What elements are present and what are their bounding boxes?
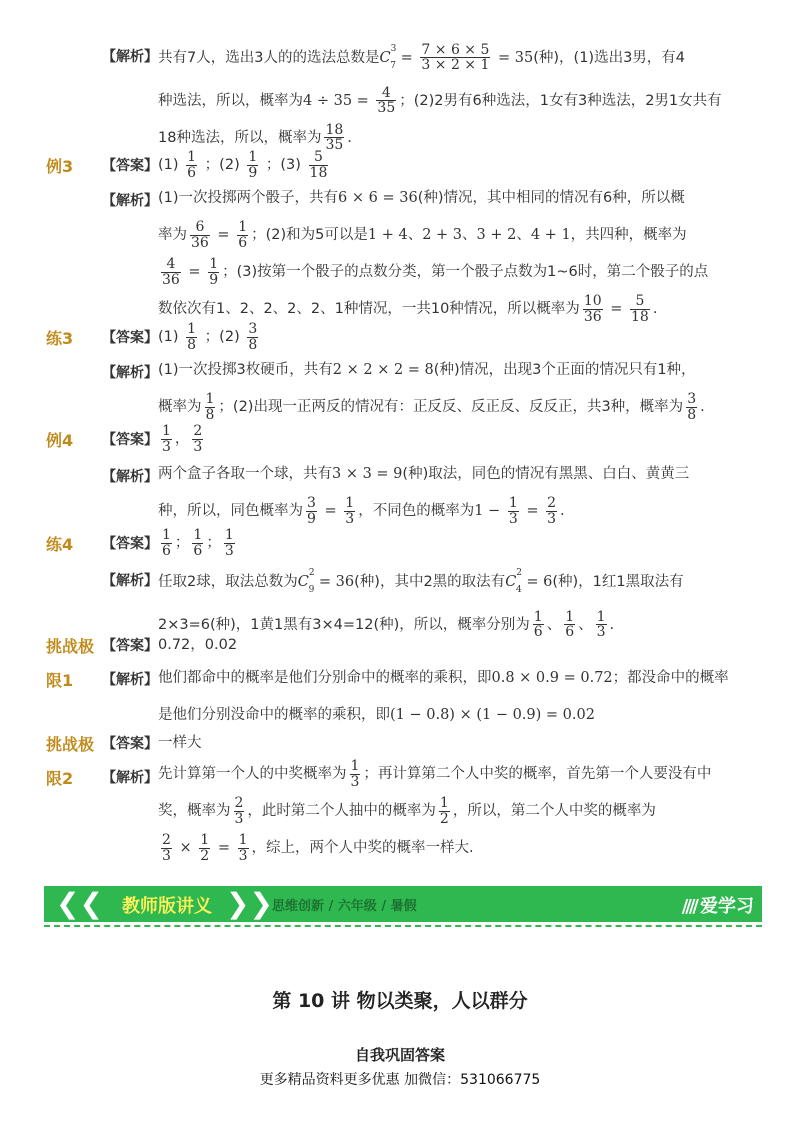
chevron-right-icon: ❯❯ — [226, 887, 273, 920]
side-label-ch1b: 限1 — [46, 671, 74, 690]
side-label-ch2b: 限2 — [46, 769, 74, 788]
answer-tag: 【答案】 — [102, 736, 158, 752]
answer-tag: 【答案】 — [102, 638, 158, 654]
analysis-text: 他们都命中的概率是他们分别命中的概率的乘积，即0.8 × 0.9 = 0.72；都没命中的概率 是他们分别没命中的概率的乘积，即(1 − 0.8) × (1 − 0.9) = 0.02 — [158, 670, 729, 723]
answer-tag: 【答案】 — [102, 158, 158, 174]
side-label-pr4: 练4 — [46, 535, 74, 554]
analysis-text: (1)一次投掷3枚硬币，共有2 × 2 × 2 = 8(种)情况，出现3个正面的情况只有1种， 概率为 $\frac{1}{8}$ ；(2)出现一正两反的情况有：正反反、反正反、反反正，共3种，概率为 $\frac{3}{8}$ . — [158, 362, 705, 423]
analysis-tag: 【解析】 — [102, 193, 158, 209]
analysis-tag: 【解析】 — [102, 469, 158, 485]
analysis-text: (1)一次投掷两个骰子，共有6 × 6 = 36(种)情况，其中相同的情况有6种，所以概 率为 $\frac{6}{36}$ = $\frac{1}{6}$ ；(2)和为5可以是1 + 4、2 + 3、3 + 2、4 + 1，共四种，概率为 $\frac{4}{36}$ = $\frac{1}{9}$ ；(3)按第一个骰子的点数分类，第一个骰子点数为1~6时，第二个骰子的点 数依次有1、2、2、2、2、1种情况，一共10种情况，所以概率为 $\frac{10}{36}$ = $\frac{5}{18}$ . — [158, 190, 709, 325]
analysis-text: 先计算第一个人的中奖概率为 $\frac{1}{3}$ ；再计算第二个人中奖的概率，首先第一个人要没有中 奖，概率为 $\frac{2}{3}$ ，此时第二个人抽中的概率为 $\frac{1}{2}$ ，所以，第二个人中奖的概率为 $\frac{2}{3}$ × $\frac{1}{2}$ = $\frac{1}{3}$ ，综上，两个人中奖的概率一样大. — [158, 757, 712, 864]
analysis-tag: 【解析】 — [102, 770, 158, 786]
analysis-tag: 【解析】 — [102, 672, 158, 688]
promo-text: 更多精品资料更多优惠 加微信：531066775 — [259, 1072, 541, 1088]
lecture-title: 第 10 讲 物以类聚，人以群分 — [272, 990, 528, 1012]
answer-text: $\frac{1}{3}$ ， $\frac{2}{3}$ — [162, 423, 203, 455]
banner-subtitle: 思维创新 / 六年级 / 暑假 — [272, 899, 417, 914]
chevron-left-icon: ❮❮ — [56, 887, 103, 920]
side-label-ex3: 例3 — [46, 157, 74, 176]
analysis-text: 任取2球，取法总数为$C^2_9 = 36$(种)，其中2黑的取法有$C^2_4 = 6$(种)，1红1黑取法有 2×3=6(种)，1黄1黑有3×4=12(种)，所以，概率分别为 $\frac{1}{6}$ 、 $\frac{1}{6}$ 、 $\frac{1}{3}$ . — [158, 567, 684, 641]
brand-logo: //// 爱学习 — [681, 896, 754, 917]
answer-text: $\frac{1}{6}$ ； $\frac{1}{6}$ ； $\frac{1}{3}$ — [162, 527, 234, 559]
answer-text: 一样大 — [158, 735, 202, 751]
answer-text: (1) $\frac{1}{6}$ ；(2) $\frac{1}{9}$ ；(3) $\frac{5}{18}$ — [158, 149, 328, 181]
dashed-divider — [44, 925, 762, 927]
banner-title: 教师版讲义 — [122, 896, 212, 917]
answer-text: (1) $\frac{1}{8}$ ；(2) $\frac{3}{8}$ — [158, 321, 258, 353]
logo-icon: //// — [681, 896, 696, 917]
answer-tag: 【答案】 — [102, 330, 158, 346]
analysis-tag: 【解析】 — [102, 49, 158, 65]
side-label-ch1a: 挑战极 — [46, 637, 95, 656]
analysis-text: 共有7人，选出3人的的选法总数是$C^3_7$ = $\frac{7 \times 6 \times 5}{3 \times 2 \times 1}$ = 35(种)，(1)选出3男，有4 种选法，所以，概率为4 ÷ 35 = $\frac{4}{35}$ ；(2)2男有6种选法，1女有3种选法，2男1女共有 18种选法，所以，概率为 $\frac{18}{35}$ . — [158, 41, 722, 154]
analysis-tag: 【解析】 — [102, 573, 158, 589]
teacher-edition-banner — [44, 886, 762, 922]
side-label-ch2a: 挑战极 — [46, 735, 95, 754]
answer-text: 0.72，0.02 — [158, 637, 238, 653]
answer-tag: 【答案】 — [102, 536, 158, 552]
answer-tag: 【答案】 — [102, 432, 158, 448]
section-title: 自我巩固答案 — [354, 1046, 445, 1064]
analysis-tag: 【解析】 — [102, 365, 158, 381]
side-label-pr3: 练3 — [46, 329, 74, 348]
analysis-text: 两个盒子各取一个球，共有3 × 3 = 9(种)取法，同色的情况有黑黑、白白、黄黄三 种，所以，同色概率为 $\frac{3}{9}$ = $\frac{1}{3}$ ，不同色的概率为1 − $\frac{1}{3}$ = $\frac{2}{3}$ . — [158, 466, 690, 527]
side-label-ex4: 例4 — [46, 431, 74, 450]
